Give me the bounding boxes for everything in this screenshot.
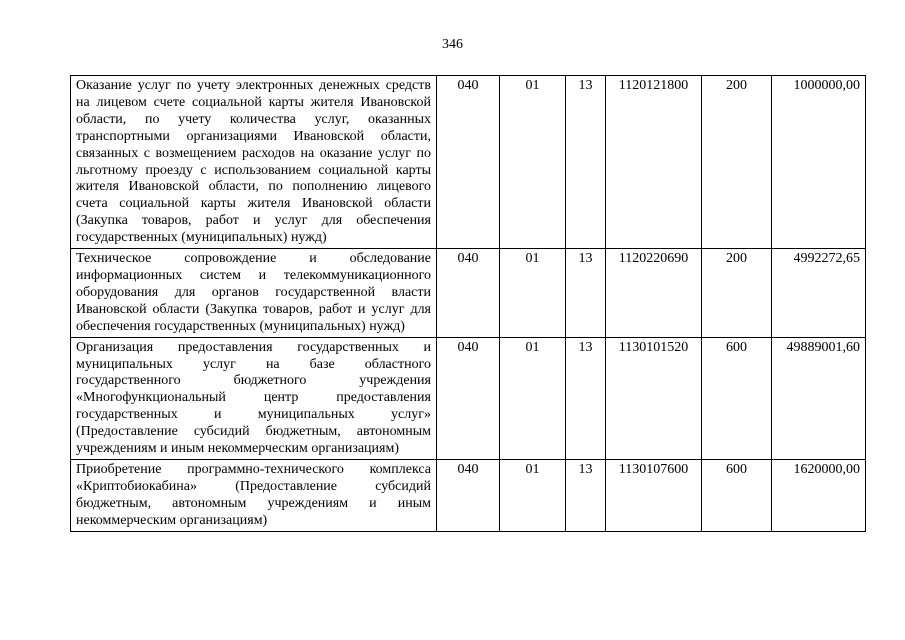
table-row [71, 249, 866, 338]
row-expense-type: 600 [702, 337, 772, 459]
row-razdel-code: 01 [500, 459, 566, 531]
row-target-article: 1130107600 [606, 459, 702, 531]
row-podrazdel-code: 13 [566, 249, 606, 338]
row-podrazdel-code: 13 [566, 76, 606, 249]
row-description: Организация предоставления государственных и муниципальных услуг на базе областного государственного бюджетного учреждения «Многофункциональный центр предоставления государственных и муниципальных услуг» (Предоставление субсидий бюджетным, автономным учреждениям и иным некоммерческим организациям) [71, 337, 437, 459]
row-expense-type: 200 [702, 76, 772, 249]
table-row [71, 76, 866, 249]
row-description: Техническое сопровождение и обследование информационных систем и телекоммуникационного оборудования для органов государственной власти Ивановской области (Закупка товаров, работ и услуг для обеспечения государственных (муниципальных) нужд) [71, 249, 437, 338]
row-amount: 1620000,00 [772, 459, 866, 531]
row-grbs-code: 040 [437, 249, 500, 338]
row-amount: 4992272,65 [772, 249, 866, 338]
row-podrazdel-code: 13 [566, 337, 606, 459]
row-razdel-code: 01 [500, 76, 566, 249]
row-target-article: 1120121800 [606, 76, 702, 249]
row-target-article: 1120220690 [606, 249, 702, 338]
row-grbs-code: 040 [437, 76, 500, 249]
row-description: Оказание услуг по учету электронных денежных средств на лицевом счете социальной карты жителя Ивановской области, по учету количества услуг, оказанных транспортными организациями Ивановской области, связанных с возмещением расходов на оказание услуг по льготному проезду с использованием социальной карты жителя Ивановской области, по пополнению лицевого счета социальной карты жителя Ивановской области (Закупка товаров, работ и услуг для обеспечения государственных (муниципальных) нужд) [71, 76, 437, 249]
row-description: Приобретение программно-технического комплекса «Криптобиокабина» (Предоставление субсидий бюджетным, автономным учреждениям и иным некоммерческим организациям) [71, 459, 437, 531]
budget-table [70, 75, 866, 532]
row-podrazdel-code: 13 [566, 459, 606, 531]
row-amount: 1000000,00 [772, 76, 866, 249]
table-row [71, 459, 866, 531]
row-expense-type: 200 [702, 249, 772, 338]
row-grbs-code: 040 [437, 337, 500, 459]
row-razdel-code: 01 [500, 249, 566, 338]
page-number: 346 [442, 37, 463, 52]
row-grbs-code: 040 [437, 459, 500, 531]
row-target-article: 1130101520 [606, 337, 702, 459]
row-amount: 49889001,60 [772, 337, 866, 459]
table-row [71, 337, 866, 459]
row-razdel-code: 01 [500, 337, 566, 459]
row-expense-type: 600 [702, 459, 772, 531]
